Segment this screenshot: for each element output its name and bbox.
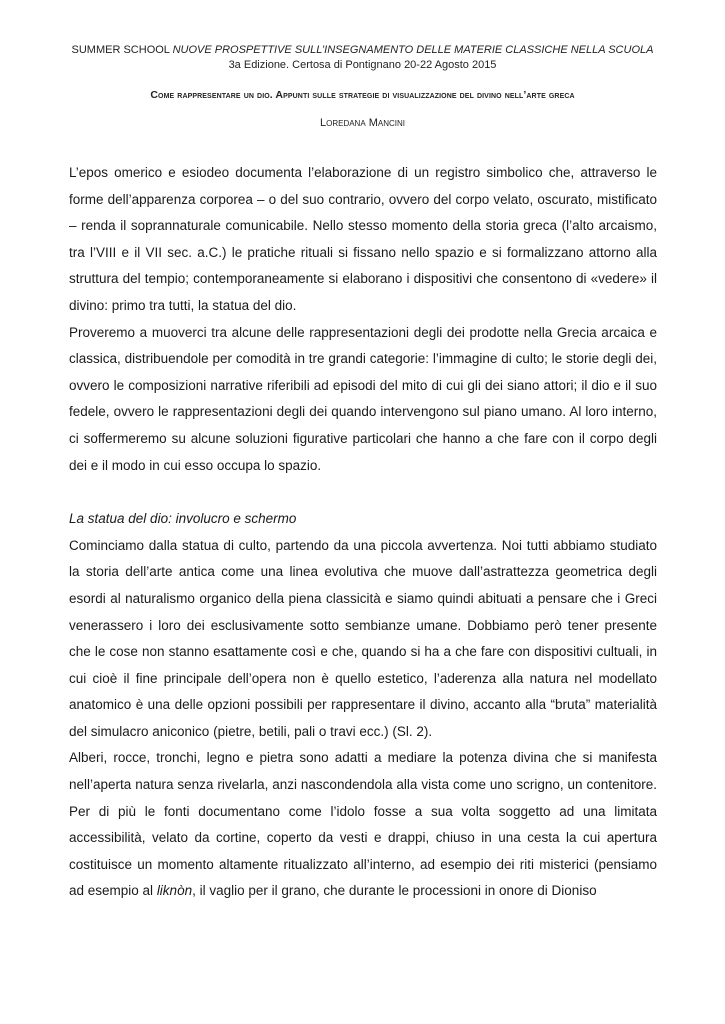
paper-title: Come rappresentare un dio. Appunti sulle strategie di visualizzazione del divino nell’arte greca xyxy=(150,89,575,101)
header-line-2: 3a Edizione. Certosa di Pontignano 20-22 Agosto 2015 xyxy=(228,59,497,71)
section-heading xyxy=(69,506,657,533)
paragraph-text-after: , il vaglio per il grano, che durante le processioni in onore di Dioniso xyxy=(192,883,597,899)
header-prefix: SUMMER SCHOOL xyxy=(71,44,173,56)
paragraph-2: Proveremo a muoverci tra alcune delle rappresentazioni degli dei prodotte nella Grecia arcaica e classica, distribuendole per comodità in tre grandi categorie: l’immagine di culto; le storie degli dei, ovvero le composizioni narrative riferibili ad episodi del mito di cui gli dei siano attori; il dio e il suo fedele, ovvero le rappresentazioni degli dei quando intervengono sul piano umano. Al loro interno, ci soffermeremo su alcune soluzioni figurative particolari che hanno a che fare con il corpo degli dei e il modo in cui esso occupa lo spazio. xyxy=(69,324,657,473)
header-line-1 xyxy=(0,43,725,57)
author-name: Loredana Mancini xyxy=(319,117,405,129)
section-paragraph-2 xyxy=(69,745,657,905)
paragraph-italic-term: liknòn xyxy=(156,883,193,899)
document-body xyxy=(69,160,657,905)
section-heading-text: La statua del dio: involucro e schermo xyxy=(69,511,297,527)
paragraph-text-before: Alberi, rocce, tronchi, legno e pietra sono adatti a mediare la potenza divina che si manifesta nell’aperta natura senza rivelarla, anzi nascondendola alla vista come uno scrigno, un contenitore. Per di più le fonti documentano come l’idolo fosse a sua volta soggetto ad una limitata accessibilità, velato da cortine, coperto da vesti e drappi, chiuso in una cesta la cui apertura costituisce un momento altamente ritualizzato all’interno, ad esempio dei riti misterici (pensiamo ad esempio al xyxy=(69,750,657,899)
section-paragraph-1: Cominciamo dalla statua di culto, partendo da una piccola avvertenza. Noi tutti abbiamo studiato la storia dell’arte antica come una linea evolutiva che muove dall’astrattezza geometrica degli esordi al naturalismo organico della piena classicità e siamo quindi abituati a pensare che i Greci venerassero i loro dei esclusivamente sotto sembianze umane. Dobbiamo però tener presente che le cose non stanno esattamente così e che, quando si ha a che fare con dispositivi cultuali, in cui cioè il fine principale dell’opera non è quello estetico, l’aderenza alla natura nel modellato anatomico è una delle opzioni possibili per rappresentare il divino, accanto alla “bruta” materialità del simulacro aniconico (pietre, betili, pali o travi ecc.) (Sl. 2). xyxy=(69,537,657,739)
header-italic-title: NUOVE PROSPETTIVE SULL’INSEGNAMENTO DELLE MATERIE CLASSICHE NELLA SCUOLA xyxy=(172,44,654,56)
paragraph-1: L’epos omerico e esiodeo documenta l’elaborazione di un registro simbolico che, attraverso le forme dell’apparenza corporea – o del suo contrario, ovvero del corpo velato, oscurato, mistificato – renda il soprannaturale comunicabile. Nello stesso momento della storia greca (l’alto arcaismo, tra l’VIII e il VII sec. a.C.) le pratiche rituali si fissano nello spazio e si formalizzano attorno alla struttura del tempio; contemporaneamente si elaborano i dispositivi che consentono di «vedere» il divino: primo tra tutti, la statua del dio. xyxy=(69,165,657,313)
